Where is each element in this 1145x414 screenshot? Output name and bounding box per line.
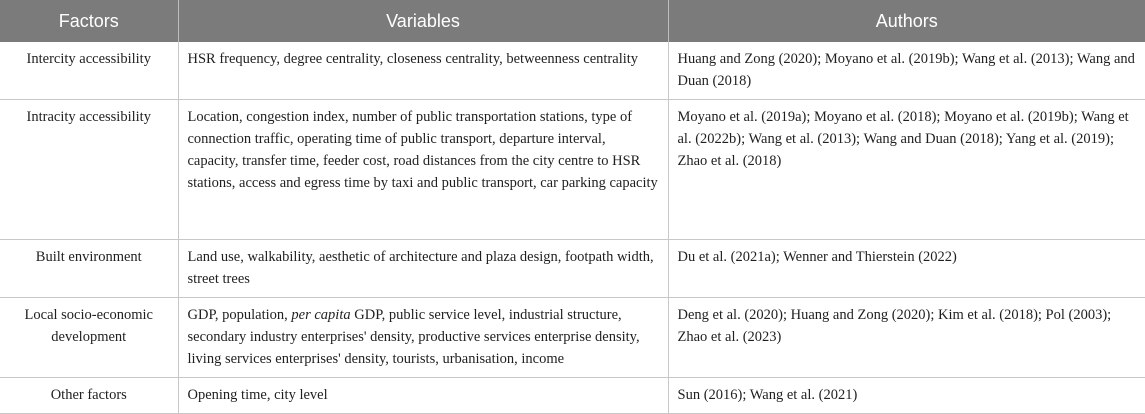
authors-cell: Du et al. (2021a); Wenner and Thierstein (2022) bbox=[668, 240, 1145, 298]
variables-cell: HSR frequency, degree centrality, closeness centrality, betweenness centrality bbox=[178, 42, 668, 100]
header-variables: Variables bbox=[178, 0, 668, 42]
authors-cell: Sun (2016); Wang et al. (2021) bbox=[668, 378, 1145, 414]
table-row bbox=[0, 42, 1145, 100]
table-row bbox=[0, 100, 1145, 240]
variables-text-italic: per capita bbox=[291, 307, 351, 323]
variables-text-pre: GDP, population, bbox=[187, 307, 292, 323]
authors-cell: Moyano et al. (2019a); Moyano et al. (2018); Moyano et al. (2019b); Wang et al. (2022b); Wang et al. (2013); Wang and Duan (2018); Yang et al. (2019); Zhao et al. (2018) bbox=[668, 100, 1145, 240]
table-row bbox=[0, 378, 1145, 414]
variables-text-post: GDP, public service level, industrial structure, secondary industry enterprises' density, productive services enterprise density, living services enterprises' density, tourists, urbanisation, income bbox=[187, 307, 640, 367]
authors-cell: Deng et al. (2020); Huang and Zong (2020); Kim et al. (2018); Pol (2003); Zhao et al. (2023) bbox=[668, 298, 1145, 378]
variables-cell: Land use, walkability, aesthetic of architecture and plaza design, footpath width, street trees bbox=[178, 240, 668, 298]
header-factors: Factors bbox=[0, 0, 178, 42]
factor-cell: Local socio-economic development bbox=[0, 298, 178, 378]
factor-cell: Intercity accessibility bbox=[0, 42, 178, 100]
table-row bbox=[0, 240, 1145, 298]
factor-cell: Intracity accessibility bbox=[0, 100, 178, 240]
variables-cell: Opening time, city level bbox=[178, 378, 668, 414]
variables-cell: Location, congestion index, number of public transportation stations, type of connection traffic, operating time of public transport, departure interval, capacity, transfer time, feeder cost, road distances from the city centre to HSR stations, access and egress time by taxi and public transport, car parking capacity bbox=[178, 100, 668, 240]
factor-cell: Other factors bbox=[0, 378, 178, 414]
header-authors: Authors bbox=[668, 0, 1145, 42]
variables-cell bbox=[178, 298, 668, 378]
authors-cell: Huang and Zong (2020); Moyano et al. (2019b); Wang et al. (2013); Wang and Duan (2018) bbox=[668, 42, 1145, 100]
table-row bbox=[0, 298, 1145, 378]
factor-cell: Built environment bbox=[0, 240, 178, 298]
header-row bbox=[0, 0, 1145, 42]
